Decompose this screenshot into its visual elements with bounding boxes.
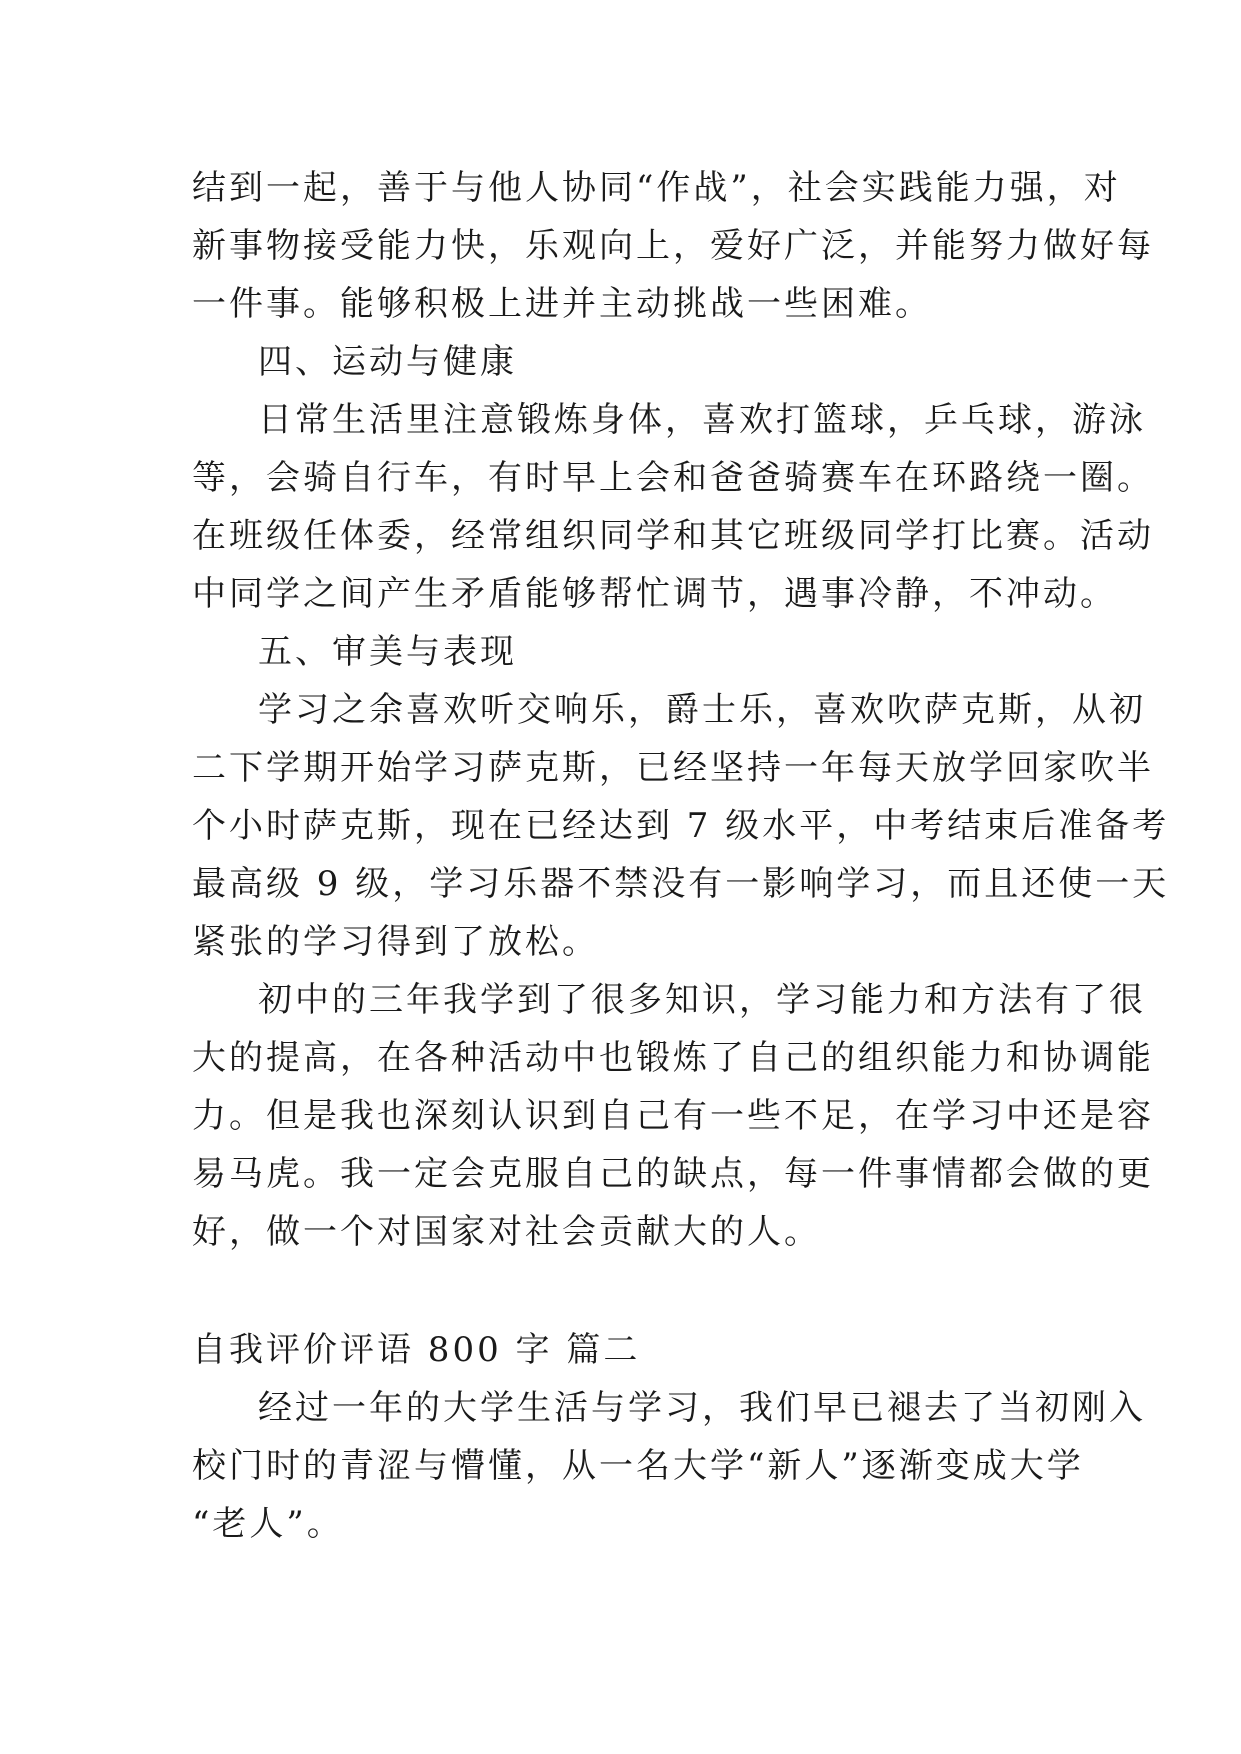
paragraph-line: 紧张的学习得到了放松。 bbox=[192, 922, 599, 962]
paragraph-line: 个小时萨克斯，现在已经达到 7 级水平，中考结束后准备考 bbox=[192, 806, 1170, 846]
paragraph-line: 二下学期开始学习萨克斯，已经坚持一年每天放学回家吹半 bbox=[192, 748, 1154, 788]
paragraph-line: 初中的三年我学到了很多知识，学习能力和方法有了很 bbox=[258, 980, 1146, 1020]
paragraph-line: 一件事。能够积极上进并主动挑战一些困难。 bbox=[192, 284, 932, 324]
paragraph-line: 中同学之间产生矛盾能够帮忙调节，遇事冷静，不冲动。 bbox=[192, 574, 1117, 614]
paragraph-line: 力。但是我也深刻认识到自己有一些不足，在学习中还是容 bbox=[192, 1096, 1154, 1136]
paragraph-line: “老人”。 bbox=[192, 1504, 344, 1544]
paragraph-line: 经过一年的大学生活与学习，我们早已褪去了当初刚入 bbox=[258, 1388, 1146, 1428]
paragraph-line: 学习之余喜欢听交响乐，爵士乐，喜欢吹萨克斯，从初 bbox=[258, 690, 1146, 730]
section-two-text bbox=[192, 1321, 1146, 1553]
section-heading-sports-health: 四、运动与健康 bbox=[258, 342, 517, 382]
paragraph-line: 日常生活里注意锻炼身体，喜欢打篮球，乒乓球，游泳 bbox=[258, 400, 1146, 440]
paragraph-line: 在班级任体委，经常组织同学和其它班级同学打比赛。活动 bbox=[192, 516, 1154, 556]
paragraph-line: 等，会骑自行车，有时早上会和爸爸骑赛车在环路绕一圈。 bbox=[192, 458, 1154, 498]
section-one-text bbox=[192, 159, 1170, 1261]
paragraph-line: 大的提高，在各种活动中也锻炼了自己的组织能力和协调能 bbox=[192, 1038, 1154, 1078]
paragraph-line: 校门时的青涩与懵懂，从一名大学“新人”逐渐变成大学 bbox=[192, 1446, 1084, 1486]
section-heading-aesthetics: 五、审美与表现 bbox=[258, 632, 517, 672]
paragraph-line: 结到一起，善于与他人协同“作战”，社会实践能力强，对 bbox=[192, 168, 1121, 208]
paragraph-line: 好，做一个对国家对社会贡献大的人。 bbox=[192, 1212, 821, 1252]
paragraph-line: 新事物接受能力快，乐观向上，爱好广泛，并能努力做好每 bbox=[192, 226, 1154, 266]
paragraph-line: 易马虎。我一定会克服自己的缺点，每一件事情都会做的更 bbox=[192, 1154, 1154, 1194]
section-two-heading: 自我评价评语 800 字 篇二 bbox=[192, 1330, 641, 1370]
paragraph-line: 最高级 9 级，学习乐器不禁没有一影响学习，而且还使一天 bbox=[192, 864, 1170, 904]
